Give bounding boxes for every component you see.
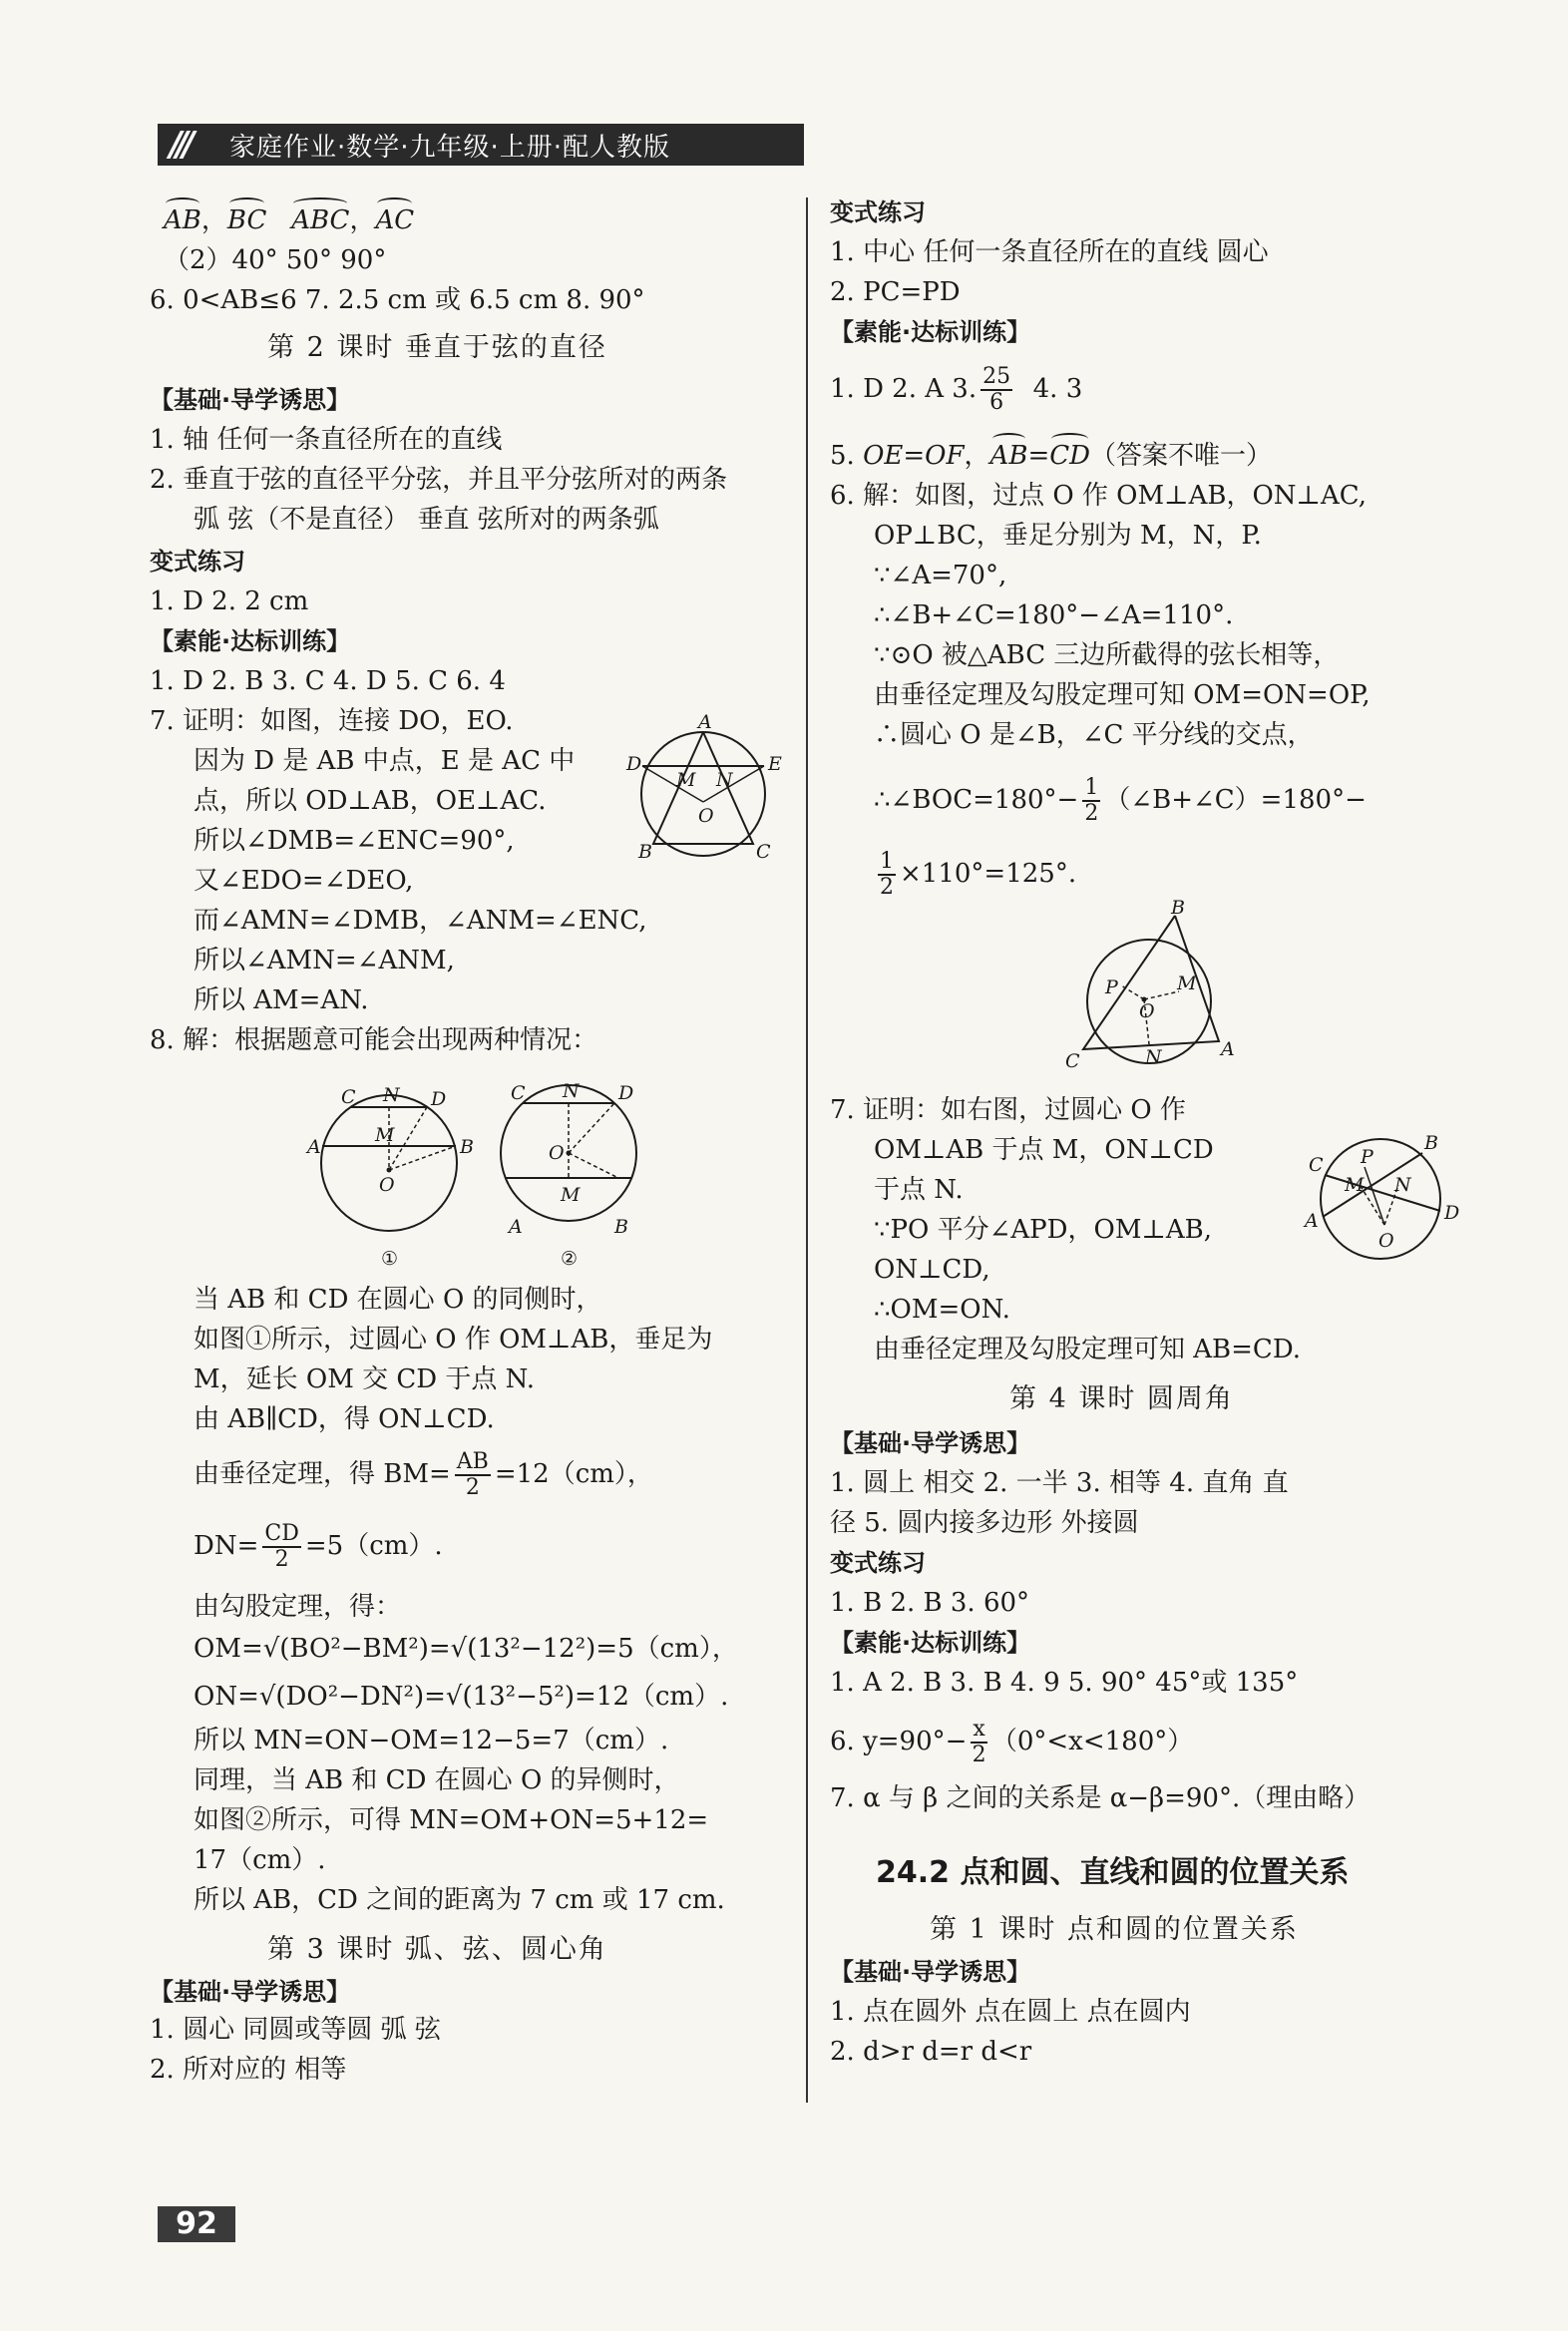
text-line: 由垂径定理及勾股定理可知 OM=ON=OP, bbox=[874, 680, 1371, 710]
text-line: 弧 弦（不是直径） 垂直 弦所对的两条弧 bbox=[194, 505, 659, 535]
text-line: 由 AB∥CD，得 ON⊥CD. bbox=[194, 1404, 495, 1434]
lesson-title: 第 4 课时 圆周角 bbox=[1009, 1383, 1234, 1414]
text-line: ∴OM=ON. bbox=[874, 1295, 1010, 1325]
section-heading: 变式练习 bbox=[150, 548, 245, 576]
text-line: OM=√(BO²−BM²)=√(13²−12²)=5（cm）， bbox=[194, 1634, 738, 1664]
text-line: 6. 解：如图，过点 O 作 OM⊥AB，ON⊥AC, bbox=[830, 481, 1367, 511]
formula-line: DN= $\frac{CD}{2}$ =5（cm）. bbox=[194, 1521, 443, 1572]
fig-label: N bbox=[1394, 1174, 1411, 1196]
fig-label: O bbox=[379, 1174, 395, 1196]
text-line: 1. D 2. B 3. C 4. D 5. C 6. 4 bbox=[150, 666, 506, 696]
fig-label: N bbox=[716, 769, 733, 791]
fig-label: P bbox=[1105, 976, 1118, 998]
section-title: 24.2 点和圆、直线和圆的位置关系 bbox=[876, 1855, 1350, 1890]
fig-label: O bbox=[1139, 1000, 1155, 1022]
text-line: ∵∠A=70°, bbox=[874, 561, 1007, 590]
fig-label: C bbox=[756, 841, 771, 863]
text-line: 7. α 与 β 之间的关系是 α−β=90°.（理由略） bbox=[830, 1783, 1371, 1813]
text-line: ∵PO 平分∠APD，OM⊥AB, bbox=[874, 1215, 1213, 1245]
text-line: 1. 点在圆外 点在圆上 点在圆内 bbox=[830, 1997, 1191, 2027]
column-divider bbox=[806, 197, 808, 2103]
fig-label: N bbox=[383, 1084, 400, 1106]
text-line: 2. d>r d=r d<r bbox=[830, 2037, 1032, 2067]
fig-label: M bbox=[1345, 1174, 1365, 1196]
section-heading: 【基础·导学诱思】 bbox=[830, 1429, 1031, 1457]
text-line: 于点 N. bbox=[874, 1175, 964, 1205]
text-line: 因为 D 是 AB 中点，E 是 AC 中 bbox=[194, 746, 576, 776]
fig-label: B bbox=[638, 841, 652, 863]
text-line: 由垂径定理及勾股定理可知 AB=CD. bbox=[874, 1335, 1302, 1364]
text-line: M，延长 OM 交 CD 于点 N. bbox=[194, 1364, 535, 1394]
fig-label: O bbox=[698, 805, 714, 827]
text-line: 2. 垂直于弦的直径平分弦，并且平分弦所对的两条 bbox=[150, 465, 728, 495]
fig-label: B bbox=[1171, 897, 1185, 919]
fig-label: C bbox=[511, 1082, 526, 1104]
fig-label: D bbox=[618, 1082, 634, 1104]
section-heading: 【素能·达标训练】 bbox=[830, 318, 1031, 346]
section-heading: 【素能·达标训练】 bbox=[150, 627, 351, 655]
fig-label: N bbox=[563, 1080, 580, 1102]
figure-q7-right bbox=[1299, 1123, 1470, 1273]
arc-answers: AB，BC ABC，AC bbox=[164, 205, 415, 235]
text-line: 1. A 2. B 3. B 4. 9 5. 90° 45°或 135° bbox=[830, 1668, 1299, 1698]
fig-label: D bbox=[626, 753, 642, 775]
text-line: 17（cm）. bbox=[194, 1845, 326, 1875]
lesson-title: 第 1 课时 点和圆的位置关系 bbox=[930, 1914, 1299, 1945]
header-bars: /// bbox=[170, 125, 190, 165]
text-line: ON⊥CD, bbox=[874, 1255, 990, 1285]
formula-line: 由垂径定理，得 BM= $\frac{AB}{2}$ =12（cm）， bbox=[194, 1449, 653, 1500]
section-heading: 【基础·导学诱思】 bbox=[830, 1958, 1031, 1986]
fig-label: O bbox=[1378, 1230, 1394, 1252]
section-heading: 【基础·导学诱思】 bbox=[150, 386, 351, 414]
text-line: 如图②所示，可得 MN=OM+ON=5+12= bbox=[194, 1805, 709, 1835]
text-line: 点，所以 OD⊥AB，OE⊥AC. bbox=[194, 786, 547, 816]
fig-label: A bbox=[509, 1216, 523, 1238]
text-line: 而∠AMN=∠DMB，∠ANM=∠ENC, bbox=[194, 906, 647, 936]
formula-line: ∴∠BOC=180°− $\frac{1}{2}$ （∠B+∠C）=180°− bbox=[874, 775, 1367, 826]
fig-label: A bbox=[698, 711, 712, 733]
fig-label: C bbox=[1065, 1050, 1080, 1072]
text-line: 所以∠AMN=∠ANM, bbox=[194, 946, 455, 975]
text-line: 7. 证明：如右图，过圆心 O 作 bbox=[830, 1095, 1186, 1125]
text-line: 1. 中心 任何一条直径所在的直线 圆心 bbox=[830, 237, 1269, 267]
fig-label: P bbox=[1361, 1146, 1373, 1168]
text-line: 同理，当 AB 和 CD 在圆心 O 的异侧时， bbox=[194, 1765, 680, 1795]
text-line: 所以 MN=ON−OM=12−5=7（cm）. bbox=[194, 1726, 669, 1755]
text-line: OP⊥BC，垂足分别为 M，N，P. bbox=[874, 521, 1262, 551]
header-title: 家庭作业·数学·九年级·上册·配人教版 bbox=[229, 132, 671, 163]
fig-label: A bbox=[1221, 1038, 1235, 1060]
text-line: 1. 圆上 相交 2. 一半 3. 相等 4. 直角 直 bbox=[830, 1468, 1289, 1498]
text-line: 当 AB 和 CD 在圆心 O 的同侧时， bbox=[194, 1285, 602, 1315]
text-line: 所以 AB，CD 之间的距离为 7 cm 或 17 cm. bbox=[194, 1885, 725, 1915]
figure-q6 bbox=[1049, 897, 1249, 1073]
text-line: ∵⊙O 被△ABC 三边所截得的弦长相等， bbox=[874, 640, 1340, 670]
text-line: 1. 轴 任何一条直径所在的直线 bbox=[150, 425, 503, 455]
figure-q7 bbox=[618, 711, 788, 874]
text-line: 2. 所对应的 相等 bbox=[150, 2055, 347, 2085]
text-line: 所以∠DMB=∠ENC=90°, bbox=[194, 826, 515, 856]
fig-label: A bbox=[1305, 1210, 1319, 1232]
fig-label: E bbox=[768, 753, 782, 775]
page-header bbox=[158, 124, 804, 166]
section-heading: 变式练习 bbox=[830, 1549, 926, 1577]
text-line: ∴∠B+∠C=180°−∠A=110°. bbox=[874, 600, 1234, 630]
formula-line: 6. y=90°− $\frac{x}{2}$ （0°<x<180°） bbox=[830, 1717, 1194, 1767]
fig-label: M bbox=[676, 769, 696, 791]
fig-label: C bbox=[341, 1086, 356, 1108]
fig-label: B bbox=[1424, 1132, 1438, 1154]
text-line: 6. 0<AB≤6 7. 2.5 cm 或 6.5 cm 8. 90° bbox=[150, 285, 645, 315]
text-line: 1. D 2. 2 cm bbox=[150, 586, 309, 616]
page-number: 92 bbox=[158, 2206, 235, 2242]
fig-label: A bbox=[307, 1136, 321, 1158]
text-line: OM⊥AB 于点 M，ON⊥CD bbox=[874, 1135, 1214, 1165]
fig-label: M bbox=[1177, 972, 1197, 994]
text-line: 8. 解：根据题意可能会出现两种情况： bbox=[150, 1025, 598, 1055]
formula-line: 1. D 2. A 3. $\frac{25}{6}$ 4. 3 bbox=[830, 364, 1083, 415]
fig-label: B bbox=[614, 1216, 628, 1238]
text-line: 所以 AM=AN. bbox=[194, 985, 369, 1015]
lesson-title: 第 2 课时 垂直于弦的直径 bbox=[267, 332, 607, 363]
section-heading: 【素能·达标训练】 bbox=[830, 1629, 1031, 1657]
lesson-title: 第 3 课时 弧、弦、圆心角 bbox=[267, 1934, 607, 1965]
fig-label: M bbox=[561, 1184, 581, 1206]
section-heading: 【基础·导学诱思】 bbox=[150, 1978, 351, 2006]
text-line: ON=√(DO²−DN²)=√(13²−5²)=12（cm）. bbox=[194, 1682, 729, 1712]
text-line: （2）40° 50° 90° bbox=[164, 245, 387, 275]
fig-caption: ① bbox=[381, 1248, 399, 1270]
fig-label: N bbox=[1145, 1046, 1162, 1068]
arc-line: 5. OE=OF，AB=CD（答案不唯一） bbox=[830, 441, 1272, 471]
fig-label: B bbox=[460, 1136, 474, 1158]
text-line: 径 5. 圆内接多边形 外接圆 bbox=[830, 1508, 1139, 1538]
section-heading: 变式练习 bbox=[830, 198, 926, 226]
fig-label: D bbox=[431, 1088, 447, 1110]
fig-label: M bbox=[375, 1124, 395, 1146]
fig-caption: ② bbox=[561, 1248, 579, 1270]
figure-two-cases bbox=[307, 1073, 678, 1273]
formula-line: $\frac{1}{2}$ ×110°=125°. bbox=[880, 849, 1077, 900]
text-line: 如图①所示，过圆心 O 作 OM⊥AB，垂足为 bbox=[194, 1325, 713, 1355]
fig-label: O bbox=[549, 1142, 565, 1164]
text-line: 2. PC=PD bbox=[830, 277, 961, 307]
text-line: ∴圆心 O 是∠B，∠C 平分线的交点， bbox=[874, 720, 1314, 750]
text-line: 7. 证明：如图，连接 DO，EO. bbox=[150, 706, 514, 736]
text-line: 由勾股定理，得： bbox=[194, 1592, 402, 1622]
text-line: 1. 圆心 同圆或等圆 弧 弦 bbox=[150, 2015, 441, 2045]
fig-label: C bbox=[1309, 1154, 1324, 1176]
text-line: 1. B 2. B 3. 60° bbox=[830, 1588, 1030, 1618]
text-line: 又∠EDO=∠DEO, bbox=[194, 866, 414, 896]
fig-label: D bbox=[1444, 1202, 1460, 1224]
